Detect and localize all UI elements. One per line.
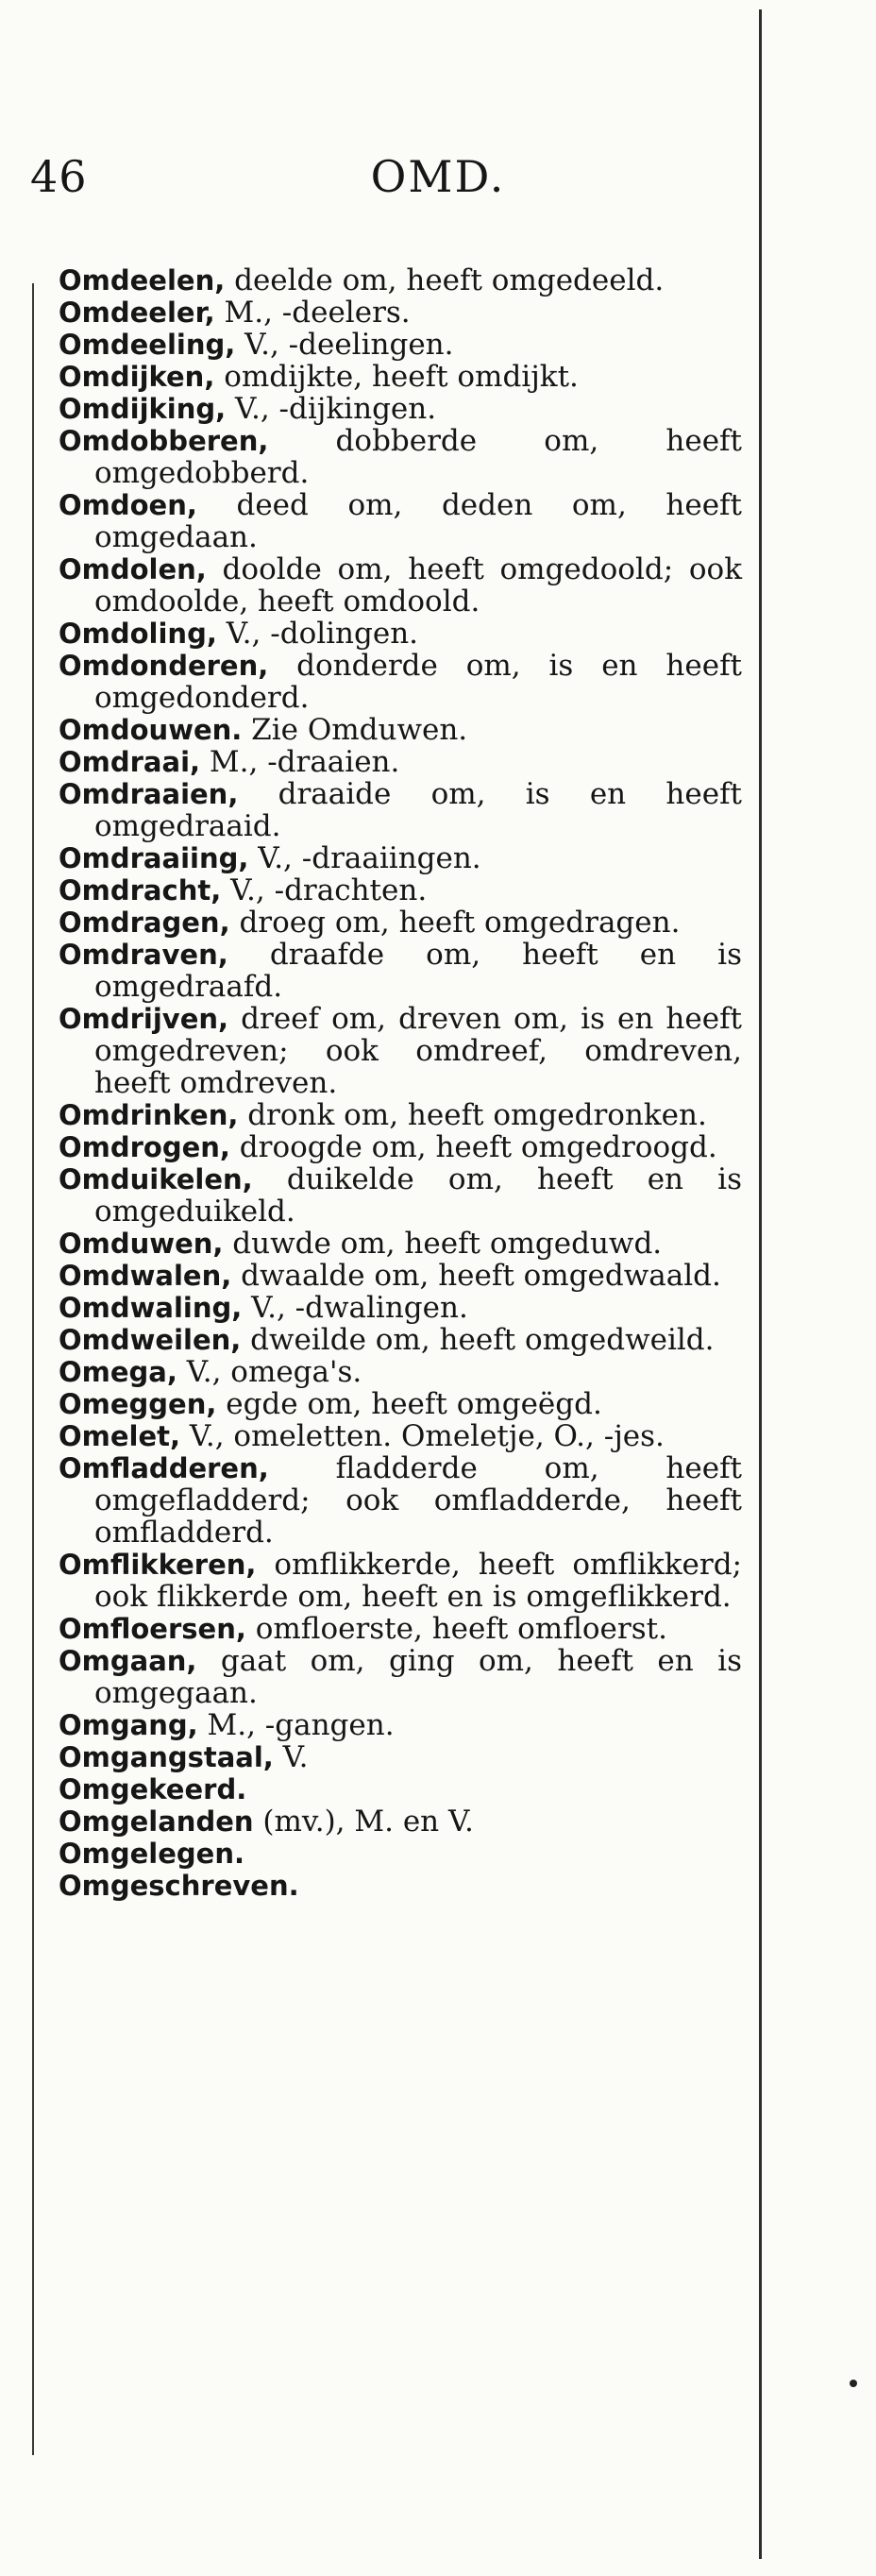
entry-definition: gaat om, ging om, heeft en is omgegaan. [94, 1644, 742, 1710]
left-margin-rule [32, 283, 34, 2455]
entry-definition: M., -deelers. [214, 296, 411, 330]
entry-definition: droeg om, heeft omgedragen. [229, 906, 681, 940]
dictionary-entry [59, 553, 742, 618]
entry-definition: omfloerste, heeft omfloerst. [245, 1612, 667, 1646]
entry-definition: draafde om, heeft en is omgedraafd. [94, 938, 742, 1004]
entry-definition: V. [273, 1740, 309, 1774]
entry-headword: Omdeelen, [59, 264, 226, 297]
entry-headword: Omelet, [59, 1420, 181, 1452]
dictionary-entries [59, 264, 742, 1902]
entry-definition: donderde om, is en heeft omgedonderd. [94, 649, 742, 715]
entry-headword: Omega, [59, 1356, 177, 1388]
entry-headword: Omdouwen. [59, 714, 243, 746]
entry-definition: dreef om, dreven om, is en heeft omgedreven; ook omdreef, omdreven, heeft omdreven. [94, 1002, 742, 1100]
dictionary-entry [59, 1228, 742, 1260]
dictionary-entry [59, 907, 742, 939]
dictionary-entry [59, 1260, 742, 1292]
entry-definition: V., -dijkingen. [226, 392, 437, 426]
entry-definition: deed om, deden om, heeft omgedaan. [94, 488, 742, 554]
dictionary-entry [59, 1870, 742, 1902]
dictionary-entry [59, 1292, 742, 1324]
entry-definition: V., omeletten. Omeletje, O., -jes. [180, 1419, 665, 1453]
entry-definition: dweilde om, heeft omgedweild. [241, 1323, 715, 1357]
dictionary-entry [59, 1356, 742, 1388]
dictionary-entry [59, 1805, 742, 1838]
entry-headword: Omflikkeren, [59, 1549, 257, 1581]
dictionary-entry [59, 297, 742, 329]
entry-headword: Omduwen, [59, 1228, 224, 1260]
entry-headword: Omeggen, [59, 1388, 217, 1420]
entry-headword: Omdraaiing, [59, 842, 249, 874]
entry-headword: Omdijking, [59, 393, 227, 425]
entry-definition: V., -draaiingen. [248, 841, 481, 875]
entry-headword: Omgeschreven. [59, 1870, 299, 1902]
dictionary-entry [59, 1773, 742, 1805]
entry-definition: dronk om, heeft omgedronken. [238, 1098, 707, 1132]
dictionary-entry [59, 1003, 742, 1099]
entry-headword: Omgaan, [59, 1645, 197, 1677]
entry-headword: Omdobberen, [59, 425, 269, 457]
entry-headword: Omdrinken, [59, 1099, 239, 1131]
entry-headword: Omgangstaal, [59, 1741, 274, 1773]
entry-definition: duikelde om, heeft en is omgeduikeld. [94, 1162, 742, 1229]
entry-headword: Omduikelen, [59, 1163, 253, 1195]
dictionary-entry [59, 714, 742, 746]
entry-definition: Zie Omduwen. [242, 713, 468, 747]
entry-headword: Omgelegen. [59, 1838, 244, 1870]
ink-speck [850, 2380, 857, 2387]
entry-headword: Omgekeerd. [59, 1773, 247, 1805]
dictionary-entry [59, 842, 742, 874]
dictionary-entry [59, 874, 742, 907]
page-number: 46 [30, 151, 88, 202]
dictionary-entry [59, 1324, 742, 1356]
entry-headword: Omdoen, [59, 489, 197, 521]
entry-definition: dwaalde om, heeft omgedwaald. [231, 1259, 721, 1293]
entry-headword: Omdraaien, [59, 778, 239, 810]
entry-headword: Omdrijven, [59, 1003, 229, 1035]
entry-headword: Omdraai, [59, 746, 201, 778]
entry-definition: M., -draaien. [200, 745, 400, 779]
entry-definition: droogde om, heeft omgedroogd. [229, 1130, 717, 1164]
entry-headword: Omdragen, [59, 907, 230, 939]
dictionary-entry [59, 1741, 742, 1773]
dictionary-entry [59, 489, 742, 553]
dictionary-entry [59, 618, 742, 650]
entry-definition: V., omega's. [177, 1355, 362, 1389]
entry-definition: V., -dolingen. [216, 617, 419, 651]
dictionary-entry [59, 1613, 742, 1645]
entry-headword: Omgelanden [59, 1805, 254, 1838]
dictionary-entry [59, 1838, 742, 1870]
entry-headword: Omgang, [59, 1709, 198, 1741]
running-head: OMD. [370, 151, 506, 202]
entry-definition: dobberde om, heeft omgedobberd. [94, 424, 742, 490]
entry-definition: duwde om, heeft omgeduwd. [223, 1227, 663, 1261]
entry-definition: draaide om, is en heeft omgedraaid. [94, 777, 742, 843]
entry-headword: Omdijken, [59, 361, 215, 393]
dictionary-entry [59, 329, 742, 361]
dictionary-entry [59, 425, 742, 489]
dictionary-entry [59, 1452, 742, 1549]
entry-definition: doolde om, heeft omgedoold; ook omdoolde, heeft omdoold. [94, 552, 742, 619]
entry-definition: egde om, heeft omgeëgd. [216, 1387, 602, 1421]
dictionary-entry [59, 1099, 742, 1131]
dictionary-entry [59, 1549, 742, 1613]
entry-definition: V., -drachten. [221, 873, 428, 907]
entry-headword: Omdonderen, [59, 650, 269, 682]
dictionary-entry [59, 746, 742, 778]
dictionary-entry [59, 264, 742, 297]
entry-headword: Omdraven, [59, 939, 228, 971]
dictionary-entry [59, 778, 742, 842]
entry-definition: M., -gangen. [197, 1708, 395, 1742]
dictionary-entry [59, 1131, 742, 1163]
entry-headword: Omdwalen, [59, 1260, 232, 1292]
dictionary-entry [59, 1388, 742, 1420]
entry-definition: (mv.), M. en V. [253, 1805, 474, 1839]
dictionary-entry [59, 1163, 742, 1228]
dictionary-entry [59, 361, 742, 393]
entry-headword: Omdwaling, [59, 1292, 243, 1324]
entry-headword: Omdeeler, [59, 297, 215, 329]
entry-definition: fladderde om, heeft omgefladderd; ook omfladderde, heeft omfladderd. [94, 1451, 742, 1550]
dictionary-entry [59, 650, 742, 714]
entry-headword: Omdolen, [59, 553, 207, 585]
right-margin-rule [759, 9, 762, 2559]
entry-headword: Omdoling, [59, 618, 217, 650]
entry-definition: V., -deelingen. [235, 328, 454, 362]
dictionary-entry [59, 1645, 742, 1709]
dictionary-entry [59, 1709, 742, 1741]
entry-definition: deelde om, heeft omgedeeld. [225, 263, 665, 297]
dictionary-entry [59, 393, 742, 425]
entry-headword: Omdracht, [59, 874, 222, 907]
entry-headword: Omdeeling, [59, 329, 236, 361]
dictionary-entry [59, 939, 742, 1003]
entry-headword: Omfladderen, [59, 1452, 269, 1484]
entry-headword: Omfloersen, [59, 1613, 246, 1645]
dictionary-entry [59, 1420, 742, 1452]
entry-definition: V., -dwalingen. [242, 1291, 468, 1325]
entry-definition: omdijkte, heeft omdijkt. [214, 360, 579, 394]
entry-headword: Omdweilen, [59, 1324, 242, 1356]
entry-definition: omflikkerde, heeft omflikkerd; ook flikkerde om, heeft en is omgeflikkerd. [94, 1548, 742, 1614]
entry-headword: Omdrogen, [59, 1131, 230, 1163]
